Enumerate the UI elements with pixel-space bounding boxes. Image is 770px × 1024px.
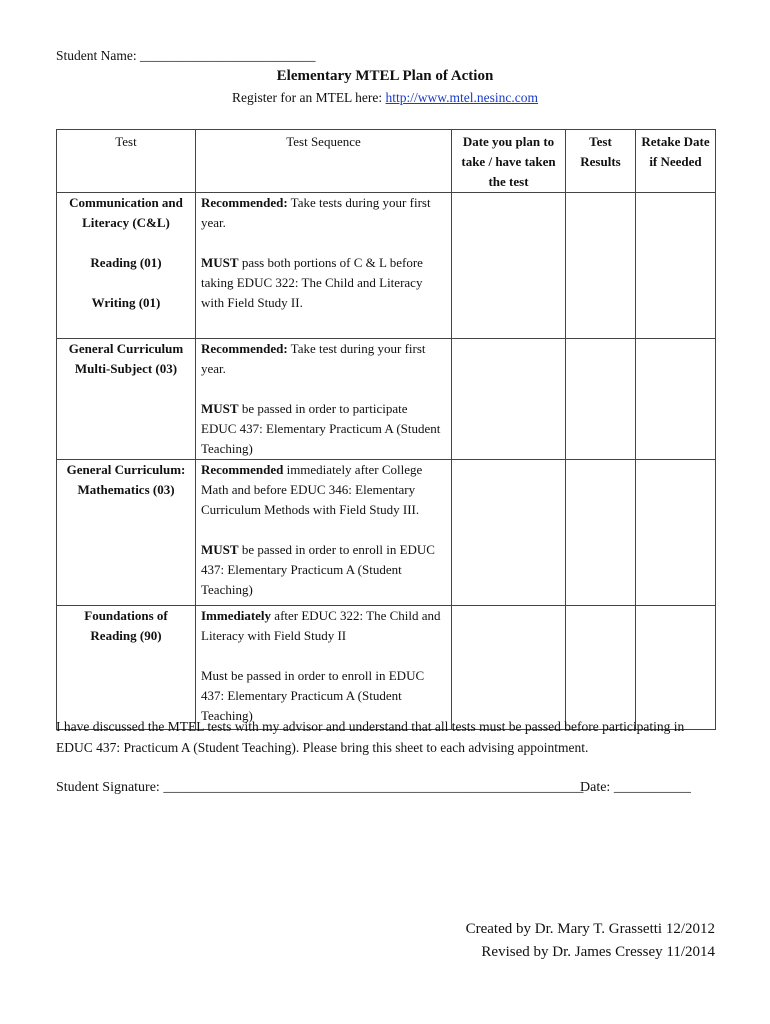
retake-input-cell[interactable] <box>636 193 716 339</box>
recommendation-label: Recommended <box>201 462 284 477</box>
date-field[interactable]: Date: ___________ <box>580 780 691 795</box>
test-sequence-cell <box>196 339 452 460</box>
header-test-sequence: Test Sequence <box>196 130 452 193</box>
requirement <box>201 399 446 459</box>
retake-input-cell[interactable] <box>636 606 716 730</box>
table-row <box>57 460 716 606</box>
results-input-cell[interactable] <box>566 193 636 339</box>
subtest-writing: Writing (01) <box>91 295 161 310</box>
recommendation-label: Immediately <box>201 608 272 623</box>
subtest-reading: Reading (01) <box>90 255 162 270</box>
credits <box>466 918 715 964</box>
recommendation <box>201 460 446 520</box>
recommendation <box>201 606 446 646</box>
header-date-planned: Date you plan to take / have taken the test <box>452 130 566 193</box>
requirement-text: Must be passed in order to enroll in EDUC 437: Elementary Practicum A (Student Teaching) <box>201 668 425 723</box>
test-sequence-cell <box>196 460 452 606</box>
test-name-cell <box>57 339 196 460</box>
requirement-label: MUST <box>201 542 239 557</box>
date-input-cell[interactable] <box>452 339 566 460</box>
requirement-label: MUST <box>201 255 239 270</box>
test-name-cell <box>57 193 196 339</box>
date-input-cell[interactable] <box>452 460 566 606</box>
test-name: Foundations of Reading (90) <box>84 608 168 643</box>
student-signature-field[interactable]: Student Signature: ____________________________________________________________ <box>56 780 584 795</box>
results-input-cell[interactable] <box>566 460 636 606</box>
test-name-cell <box>57 460 196 606</box>
test-name-cell <box>57 606 196 730</box>
date-input-cell[interactable] <box>452 193 566 339</box>
requirement-label: MUST <box>201 401 239 416</box>
header-retake-date: Retake Date if Needed <box>636 130 716 193</box>
test-sequence-cell <box>196 193 452 339</box>
recommendation-label: Recommended: <box>201 195 288 210</box>
student-name-field: Student Name: __________________________ <box>56 48 316 63</box>
page-title: Elementary MTEL Plan of Action <box>276 68 494 84</box>
table-header-row <box>57 130 716 193</box>
retake-input-cell[interactable] <box>636 339 716 460</box>
recommendation-text: Take tests during your first year. <box>201 195 431 230</box>
test-name: General Curriculum: Mathematics (03) <box>66 462 186 497</box>
results-input-cell[interactable] <box>566 339 636 460</box>
recommendation-text: immediately after College Math and before EDUC 346: Elementary Curriculum Methods with Field Study III. <box>201 462 423 517</box>
requirement-text: be passed in order to enroll in EDUC 437: Elementary Practicum A (Student Teaching) <box>201 542 435 597</box>
header-test-results: Test Results <box>566 130 636 193</box>
requirement-text: pass both portions of C & L before taking EDUC 322: The Child and Literacy with Field Study II. <box>201 255 423 310</box>
retake-input-cell[interactable] <box>636 460 716 606</box>
acknowledgement-statement: I have discussed the MTEL tests with my advisor and understand that all tests must be passed before participating in EDUC 437: Practicum A (Student Teaching). Please bring this sheet to each advising appointment. <box>56 719 685 755</box>
recommendation-text: after EDUC 322: The Child and Literacy with Field Study II <box>201 608 441 643</box>
recommendation <box>201 193 446 233</box>
recommendation-text: Take test during your first year. <box>201 341 426 376</box>
test-sequence-cell <box>196 606 452 730</box>
requirement-text: be passed in order to participate EDUC 437: Elementary Practicum A (Student Teaching) <box>201 401 441 456</box>
header-test: Test <box>57 130 196 193</box>
recommendation <box>201 339 446 379</box>
table-row <box>57 193 716 339</box>
recommendation-label: Recommended: <box>201 341 288 356</box>
revised-by: Revised by Dr. James Cressey 11/2014 <box>481 944 715 960</box>
register-text: Register for an MTEL here: <box>231 90 383 105</box>
date-input-cell[interactable] <box>452 606 566 730</box>
results-input-cell[interactable] <box>566 606 636 730</box>
mtel-plan-table <box>56 129 716 730</box>
table-row <box>57 339 716 460</box>
test-name: General Curriculum Multi-Subject (03) <box>68 341 184 376</box>
created-by: Created by Dr. Mary T. Grassetti 12/2012 <box>465 921 715 937</box>
test-name: Communication and Literacy (C&L) <box>69 195 183 230</box>
requirement <box>201 253 446 313</box>
register-line <box>0 90 770 106</box>
requirement <box>201 540 446 600</box>
table-row <box>57 606 716 730</box>
register-link[interactable]: http://www.mtel.nesinc.com <box>385 90 539 105</box>
